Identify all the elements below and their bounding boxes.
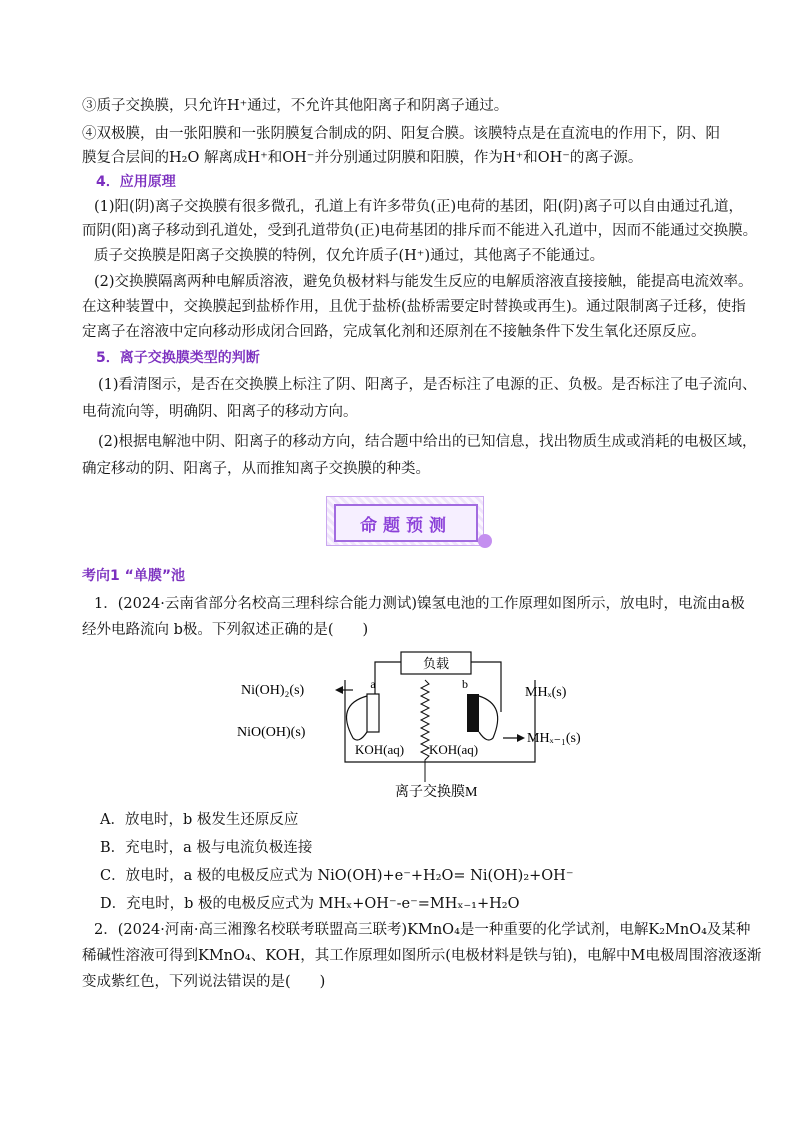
label-left-bottom: NiO(OH)(s) [237,725,306,740]
paragraph-line: 在这种装置中，交换膜起到盐桥作用，且优于盐桥(盐桥需要定时替换或再生)。通过限制离子迁移，使指 [82,299,746,315]
option-c[interactable]: C．放电时，a 极的电极反应式为 NiO(OH)+e⁻+H₂O= Ni(OH)₂+OH⁻ [100,868,574,884]
battery-diagram [235,650,595,800]
membrane-line [421,680,429,782]
label-membrane: 离子交换膜M [395,785,478,800]
paragraph-line: ③质子交换膜，只允许H⁺通过，不允许其他阳离子和阴离子通过。 [82,98,509,114]
question-line: 2．(2024·河南·高三湘豫名校联考联盟高三联考)KMnO₄是一种重要的化学试剂，电解K₂MnO₄及某种 [94,922,751,938]
arc-left [347,696,367,740]
section-banner [326,494,486,546]
option-d[interactable]: D．充电时，b 极的电极反应式为 MHₓ+OH⁻-e⁻=MHₓ₋₁+H₂O [100,896,520,912]
electrode-a [367,694,379,732]
paragraph-line: (1)阳(阴)离子交换膜有很多微孔，孔道上有许多带负(正)电荷的基团，阳(阴)离子可以自由通过孔道， [94,199,743,215]
option-a[interactable]: A．放电时，b 极发生还原反应 [100,812,299,828]
electrode-a-label: a [370,677,376,691]
question-line: 1．(2024·云南省部分名校高三理科综合能力测试)镍氢电池的工作原理如图所示，放电时，电流由a极 [94,596,745,612]
question-line: 经外电路流向 b极。下列叙述正确的是( ) [82,622,369,638]
label-sol-left: KOH(aq) [355,742,405,757]
paragraph-line: 而阴(阳)离子移动到孔道处，受到孔道带负(正)电荷基团的排斥而不能进入孔道中，因而不能通过交换膜。 [82,223,758,239]
label-sol-right: KOH(aq) [429,742,479,757]
question-line: 变成紫红色，下列说法错误的是( ) [82,974,326,990]
option-b[interactable]: B．充电时，a 极与电流负极连接 [100,840,313,856]
electrode-b [467,694,479,732]
arrowhead-left [335,686,343,694]
topic-heading: 考向1 “单膜”池 [82,568,186,584]
electrode-b-label: b [462,677,468,691]
label-right-bottom: MHₓ₋₁(s) [527,731,581,746]
paragraph-line: (2)根据电解池中阴、阳离子的移动方向，结合题中给出的已知信息，找出物质生成或消耗的电极区域， [98,434,757,450]
paragraph-line: (1)看清图示，是否在交换膜上标注了阴、阳离子，是否标注了电源的正、负极。是否标注了电子流向、 [98,377,757,393]
load-label: 负载 [422,656,450,671]
label-right-top: MHₓ(s) [525,685,567,700]
paragraph-line: 电荷流向等，明确阴、阳离子的移动方向。 [82,404,358,420]
paragraph-line: 质子交换膜是阳离子交换膜的特例，仅允许质子(H⁺)通过，其他离子不能通过。 [94,248,605,264]
paragraph-line: 膜复合层间的H₂O 解离成H⁺和OH⁻并分别通过阴膜和阳膜，作为H⁺和OH⁻的离子源。 [82,150,643,166]
question-line: 稀碱性溶液可得到KMnO₄、KOH，其工作原理如图所示(电极材料是铁与铂)，电解中M电极周围溶液逐渐 [82,948,762,964]
arc-right [479,696,498,740]
paragraph-line: ④双极膜，由一张阳膜和一张阴膜复合制成的阴、阳复合膜。该膜特点是在直流电的作用下，阴、阳 [82,126,720,142]
banner-title: 命题预测 [334,504,478,542]
section-heading: 4．应用原理 [96,174,176,190]
paragraph-line: 确定移动的阴、阳离子，从而推知离子交换膜的种类。 [82,461,430,477]
label-left-top: Ni(OH)₂(s) [241,683,305,698]
paragraph-line: (2)交换膜隔离两种电解质溶液，避免负极材料与能发生反应的电解质溶液直接接触，能提高电流效率。 [94,274,753,290]
section-heading: 5．离子交换膜类型的判断 [96,350,260,366]
banner-dot-icon [478,534,492,548]
paragraph-line: 定离子在溶液中定向移动形成闭合回路，完成氧化剂和还原剂在不接触条件下发生氧化还原反应。 [82,324,706,340]
arrowhead-right [517,734,525,742]
